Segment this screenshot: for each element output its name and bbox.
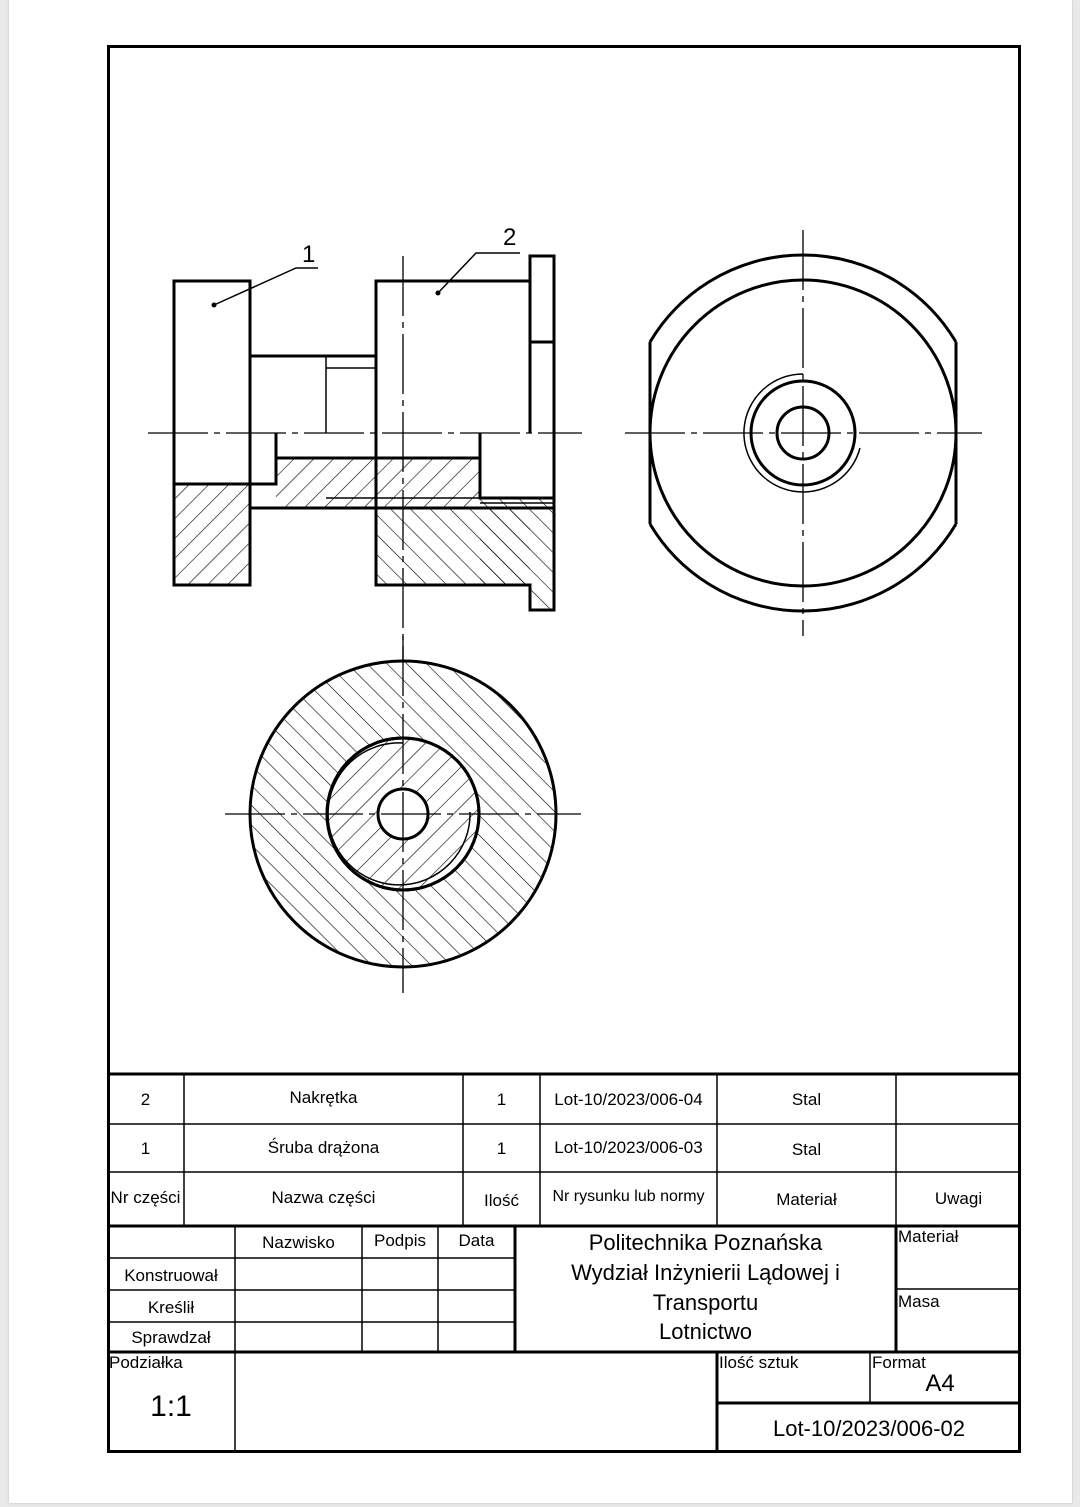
designed-label: Konstruował — [124, 1266, 218, 1285]
scale-value: 1:1 — [150, 1390, 192, 1423]
header-name: Nazwa części — [271, 1188, 376, 1207]
header-qty: Ilość — [484, 1191, 519, 1210]
row1-material: Stal — [791, 1140, 822, 1159]
callout-1: 1 — [302, 241, 316, 268]
row1-name: Śruba drążona — [267, 1138, 380, 1157]
format-value: A4 — [925, 1370, 955, 1397]
col-signature: Podpis — [374, 1231, 426, 1250]
scale-label: Podziałka — [109, 1353, 183, 1372]
institution-line-4: Lotnictwo — [659, 1319, 752, 1344]
format-label: Format — [872, 1353, 926, 1372]
drawing-number: Lot-10/2023/006-02 — [772, 1416, 966, 1441]
callout-2: 2 — [503, 224, 517, 251]
row2-qty: 1 — [496, 1090, 507, 1109]
checked-label: Sprawdzał — [131, 1328, 211, 1347]
row2-material: Stal — [791, 1090, 822, 1109]
front-view — [148, 253, 582, 660]
section-view — [225, 636, 581, 993]
institution-line-1: Politechnika Poznańska — [588, 1230, 823, 1255]
header-remarks: Uwagi — [934, 1189, 983, 1208]
row2-name: Nakrętka — [289, 1088, 358, 1107]
mass-label: Masa — [898, 1292, 940, 1311]
header-part-no: Nr części — [110, 1188, 181, 1207]
row2-drawing-no: Lot-10/2023/006-04 — [554, 1090, 703, 1109]
row1-part-no: 1 — [140, 1139, 151, 1158]
header-material: Materiał — [776, 1190, 837, 1209]
col-date: Data — [458, 1231, 495, 1250]
row2-part-no: 2 — [140, 1090, 151, 1109]
drawn-label: Kreślił — [147, 1298, 195, 1317]
row1-drawing-no: Lot-10/2023/006-03 — [554, 1138, 703, 1157]
col-surname: Nazwisko — [262, 1233, 335, 1252]
row1-qty: 1 — [496, 1139, 507, 1158]
side-view — [625, 230, 982, 636]
institution-line-2: Wydział Inżynierii Lądowej i — [571, 1260, 840, 1285]
header-drawing-no: Nr rysunku lub normy — [552, 1188, 705, 1205]
institution-line-3: Transportu — [652, 1290, 759, 1315]
quantity-label: Ilość sztuk — [719, 1353, 799, 1372]
material-label: Materiał — [898, 1227, 959, 1246]
